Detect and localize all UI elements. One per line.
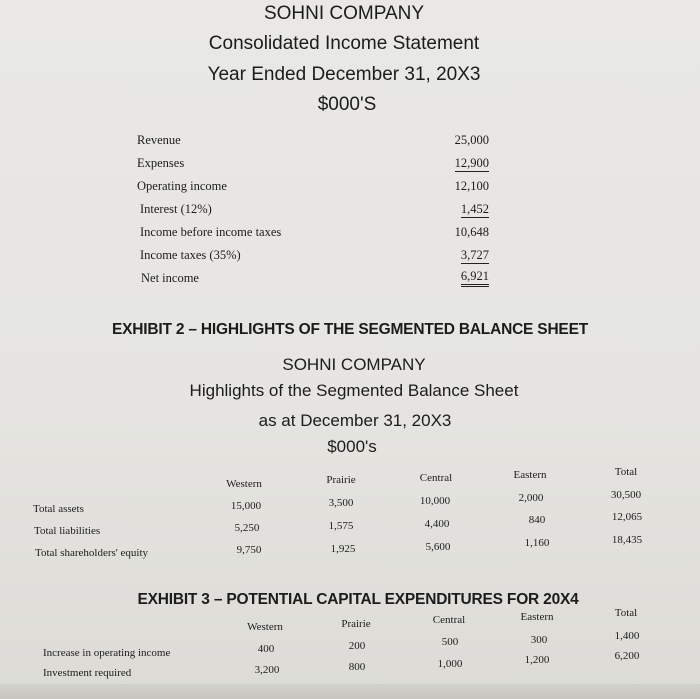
- is-label-interest: Interest (12%): [140, 202, 212, 216]
- ex3-col-western: Western: [247, 621, 283, 633]
- ex3-cell: 400: [257, 643, 275, 655]
- ex2-col-total: Total: [614, 466, 638, 478]
- ex3-cell: 3,200: [254, 664, 280, 676]
- ex2-cell: 4,400: [424, 518, 450, 530]
- ex3-cell: 6,200: [614, 650, 640, 662]
- ex2-cell: 12,065: [611, 511, 643, 523]
- is-period: Year Ended December 31, 20X3: [207, 64, 481, 85]
- is-value-expenses: 12,900: [454, 156, 489, 170]
- ex2-cell: 1,925: [330, 543, 356, 555]
- exhibit2-date: as at December 31, 20X3: [258, 411, 452, 430]
- ex2-cell: 5,600: [425, 541, 451, 553]
- ex2-cell: 30,500: [610, 489, 642, 501]
- ex3-col-eastern: Eastern: [520, 611, 554, 623]
- ex2-col-central: Central: [419, 472, 453, 484]
- ex3-cell: 1,000: [437, 658, 463, 670]
- exhibit2-company: SOHNI COMPANY: [282, 355, 426, 374]
- exhibit2-title: Highlights of the Segmented Balance Sheet: [189, 381, 519, 400]
- is-title: Consolidated Income Statement: [208, 33, 480, 54]
- ex3-cell: 300: [530, 634, 548, 646]
- is-value-net-income: 6,921: [461, 269, 489, 287]
- is-value-revenue: 25,000: [454, 133, 489, 147]
- exhibit2-units: $000's: [327, 437, 377, 456]
- is-value-income-before-taxes: 10,648: [454, 225, 489, 239]
- ex3-cell: 800: [348, 661, 366, 673]
- is-label-income-before-taxes: Income before income taxes: [140, 225, 282, 239]
- is-company: SOHNI COMPANY: [263, 3, 425, 24]
- ex2-row-label-equity: Total shareholders' equity: [35, 547, 149, 559]
- ex2-cell: 5,250: [234, 522, 260, 534]
- is-value-income-taxes: 3,727: [460, 248, 489, 262]
- ex2-row-label-liabilities: Total liabilities: [34, 525, 101, 537]
- ex3-cell: 1,400: [614, 630, 640, 642]
- ex2-cell: 1,160: [524, 537, 550, 549]
- ex3-cell: 1,200: [524, 654, 550, 666]
- ex2-cell: 3,500: [328, 497, 354, 509]
- is-label-income-taxes: Income taxes (35%): [140, 248, 241, 262]
- is-value-interest: 1,452: [460, 202, 489, 216]
- ex3-row-label-investment: Investment required: [43, 667, 132, 679]
- ex3-col-total: Total: [614, 607, 638, 619]
- ex2-row-label-assets: Total assets: [33, 503, 84, 515]
- ex2-cell: 2,000: [518, 492, 544, 504]
- ex2-col-prairie: Prairie: [326, 474, 356, 486]
- ex3-row-label-increase: Increase in operating income: [43, 647, 171, 659]
- ex2-cell: 18,435: [611, 534, 643, 546]
- exhibit2-heading: EXHIBIT 2 – HIGHLIGHTS OF THE SEGMENTED BALANCE SHEET: [112, 321, 588, 338]
- photo-bottom-edge: [0, 684, 700, 699]
- exhibit3-heading: EXHIBIT 3 – POTENTIAL CAPITAL EXPENDITURES FOR 20X4: [137, 591, 579, 608]
- ex2-cell: 1,575: [328, 520, 354, 532]
- is-label-net-income: Net income: [141, 271, 199, 285]
- is-label-revenue: Revenue: [137, 133, 181, 147]
- ex2-cell: 10,000: [419, 495, 451, 507]
- is-units: $000'S: [317, 94, 377, 115]
- ex3-col-central: Central: [432, 614, 466, 626]
- ex2-cell: 840: [528, 514, 546, 526]
- ex2-col-western: Western: [226, 478, 262, 490]
- ex3-cell: 200: [348, 640, 366, 652]
- ex2-cell: 15,000: [230, 500, 262, 512]
- ex3-cell: 500: [441, 636, 459, 648]
- is-value-operating-income: 12,100: [454, 179, 489, 193]
- ex3-col-prairie: Prairie: [341, 618, 371, 630]
- ex2-cell: 9,750: [236, 544, 262, 556]
- is-label-operating-income: Operating income: [137, 179, 227, 193]
- is-label-expenses: Expenses: [137, 156, 185, 170]
- ex2-col-eastern: Eastern: [513, 469, 547, 481]
